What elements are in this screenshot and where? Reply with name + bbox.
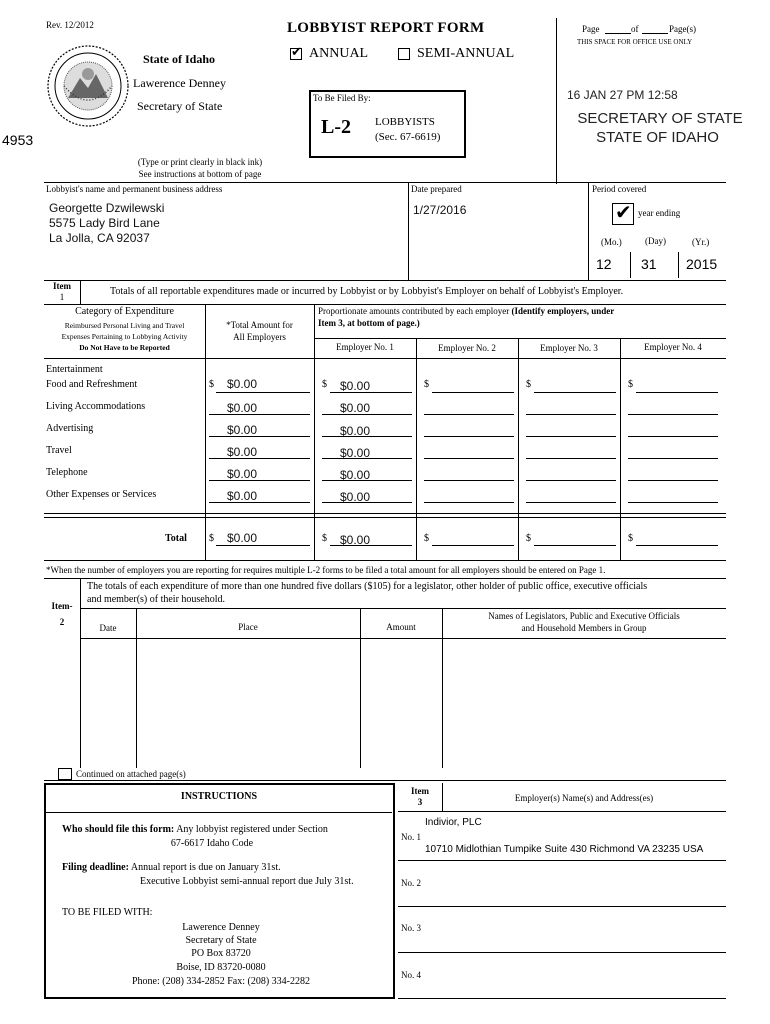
filed-with-phone: Phone: (208) 334-2852 Fax: (208) 334-2282 (131, 976, 311, 987)
stamp-line-2: STATE OF IDAHO (596, 129, 719, 146)
date-prepared-field[interactable]: 1/27/2016 (413, 203, 467, 217)
annual-checkbox[interactable] (290, 45, 302, 60)
official-title: Secretary of State (137, 99, 223, 113)
address-label: Lobbyist's name and permanent business address (46, 184, 223, 194)
form-code: L-2 (321, 116, 351, 138)
continued-checkbox[interactable] (58, 768, 72, 780)
total-header-2: All Employers (233, 332, 286, 342)
filed-with-city: Boise, ID 83720-0080 (176, 962, 266, 973)
dollar-sign: $ (424, 379, 429, 390)
proportion-line-2: Item 3, at bottom of page.) (318, 318, 420, 328)
dollar-sign: $ (628, 533, 633, 544)
row-label-advertising: Advertising (46, 423, 94, 434)
employer1-name-field[interactable]: Indivior, PLC (425, 817, 482, 828)
living-emp1-field[interactable]: $0.00 (340, 401, 371, 415)
year-label: (Yr.) (692, 237, 710, 247)
travel-emp1-field[interactable]: $0.00 (340, 446, 371, 460)
state-name: State of Idaho (143, 52, 216, 66)
employer-header-3: Employer No. 3 (540, 343, 598, 353)
row-label-food: Food and Refreshment (46, 379, 138, 390)
employer-label-3: No. 3 (401, 923, 421, 933)
lobbyist-street-field[interactable]: 5575 Lady Bird Lane (49, 216, 160, 230)
food-total-field[interactable]: $0.00 (227, 377, 258, 391)
form-title: LOBBYIST REPORT FORM (287, 20, 485, 36)
proportion-text: Proportionate amounts contributed by each employer (318, 306, 510, 316)
deadline-text-2: Executive Lobbyist semi-annual report due July 31st. (140, 876, 354, 887)
day-field[interactable]: 31 (641, 256, 657, 272)
employer-label-2: No. 2 (401, 878, 421, 888)
lobbyist-name-field[interactable]: Georgette Dzwilewski (49, 201, 165, 215)
total-emp1-field[interactable]: $0.00 (340, 533, 371, 547)
dollar-sign: $ (526, 379, 531, 390)
state-seal-icon (46, 44, 130, 128)
dollar-sign: $ (209, 533, 214, 544)
category-note-2: Expenses Pertaining to Lobbying Activity (61, 332, 188, 341)
advertising-emp1-field[interactable]: $0.00 (340, 424, 371, 438)
category-note-1: Reimbursed Personal Living and Travel (64, 321, 185, 330)
month-label: (Mo.) (601, 237, 622, 247)
item1-footnote: *When the number of employers you are reporting for requires multiple L-2 forms to be filed a total amount for all employers should be entered on Page 1. (46, 565, 606, 575)
deadline-text: Annual report is due on January 31st. (130, 862, 281, 873)
check-mark-icon: ✔ (291, 45, 302, 60)
pages-label: Page(s) (669, 24, 696, 34)
employer-header-4: Employer No. 4 (644, 342, 702, 352)
stamp-date: 16 JAN 27 PM 12:58 (567, 88, 678, 102)
who-text: Any lobbyist registered under Section (176, 824, 328, 835)
col-place: Place (238, 622, 258, 632)
who-line (62, 824, 392, 835)
item1-title: Totals of all reportable expenditures made or incurred by Lobbyist or by Lobbyist's Employer on behalf of Lobbyist's Employer. (110, 286, 624, 297)
date-prepared-label: Date prepared (411, 184, 462, 194)
col-names-2: and Household Members in Group (521, 623, 647, 633)
proportion-line-1 (318, 306, 723, 316)
dollar-sign: $ (322, 379, 327, 390)
stamp-line-1: SECRETARY OF STATE (577, 110, 743, 127)
row-label-other: Other Expenses or Services (46, 489, 157, 500)
item3-number: 3 (417, 797, 423, 807)
col-amount: Amount (386, 622, 416, 632)
item1-label: Item (53, 281, 71, 291)
ink-note-2: See instructions at bottom of page (138, 169, 262, 179)
annual-label: ANNUAL (309, 46, 369, 61)
advertising-total-field[interactable]: $0.00 (227, 423, 258, 437)
semi-annual-checkbox[interactable] (398, 48, 410, 60)
page-label: Page (582, 24, 600, 34)
filed-with-title: Secretary of State (185, 935, 257, 946)
category-note-3: Do Not Have to be Reported (79, 343, 170, 352)
other-total-field[interactable]: $0.00 (227, 489, 258, 503)
day-label: (Day) (645, 236, 666, 246)
instructions-title: INSTRUCTIONS (180, 791, 258, 802)
row-label-telephone: Telephone (46, 467, 88, 478)
telephone-emp1-field[interactable]: $0.00 (340, 468, 371, 482)
employer-label-4: No. 4 (401, 970, 421, 980)
month-field[interactable]: 12 (596, 256, 612, 272)
item2-title-1: The totals of each expenditure of more than one hundred five dollars ($105) for a legislator, other holder of public office, executive officials (87, 581, 648, 592)
item3-label: Item (411, 786, 429, 796)
year-field[interactable]: 2015 (686, 256, 718, 272)
deadline-line (62, 862, 392, 873)
year-ending-checkbox[interactable] (612, 200, 634, 225)
filed-with-pobox: PO Box 83720 (191, 948, 251, 959)
employer-header-2: Employer No. 2 (438, 343, 496, 353)
col-names-1: Names of Legislators, Public and Executive Officials (488, 611, 680, 621)
proportion-bold-text: (Identify employers, under (511, 306, 615, 316)
office-use-label: THIS SPACE FOR OFFICE USE ONLY (577, 38, 693, 46)
employer-label-1: No. 1 (401, 832, 421, 842)
food-emp1-field[interactable]: $0.00 (340, 379, 371, 393)
check-mark-icon: ✔ (615, 200, 632, 224)
official-name: Lawerence Denney (133, 76, 226, 90)
ink-note-1: (Type or print clearly in black ink) (137, 157, 263, 167)
who-bold: Who should file this form: (62, 824, 175, 835)
semi-annual-label: SEMI-ANNUAL (417, 46, 515, 61)
row-label-top: Entertainment (46, 364, 103, 375)
total-total-field[interactable]: $0.00 (227, 531, 258, 545)
who-text-2: 67-6617 Idaho Code (170, 838, 254, 849)
dollar-sign: $ (526, 533, 531, 544)
row-label-living: Living Accommodations (46, 401, 146, 412)
dollar-sign: $ (424, 533, 429, 544)
lobbyist-city-field[interactable]: La Jolla, CA 92037 (49, 231, 150, 245)
telephone-total-field[interactable]: $0.00 (227, 467, 258, 481)
travel-total-field[interactable]: $0.00 (227, 445, 258, 459)
filed-with-name: Lawerence Denney (182, 922, 260, 933)
filed-by-box (309, 90, 466, 158)
col-date: Date (99, 623, 117, 633)
dollar-sign: $ (209, 379, 214, 390)
period-label: Period covered (592, 184, 647, 194)
item2-label: Item- (51, 601, 73, 611)
side-number: 4953 (2, 132, 34, 148)
employer1-address-field[interactable]: 10710 Midlothian Tumpike Suite 430 Richmond VA 23235 USA (425, 844, 704, 855)
item1-number: 1 (59, 292, 65, 302)
item2-title-2: and member(s) of their household. (87, 594, 226, 605)
living-total-field[interactable]: $0.00 (227, 401, 258, 415)
item2-number: 2 (59, 617, 65, 627)
other-emp1-field[interactable]: $0.00 (340, 490, 371, 504)
continued-label: Continued on attached page(s) (76, 769, 186, 779)
revision-label: Rev. 12/2012 (46, 20, 94, 30)
form-kind: LOBBYISTS (375, 116, 435, 128)
filed-with-label: TO BE FILED WITH: (62, 907, 153, 918)
row-label-travel: Travel (46, 445, 72, 456)
year-ending-label: year ending (638, 208, 681, 218)
filed-by-label: To Be Filed By: (313, 93, 371, 103)
category-header: Category of Expenditure (75, 306, 174, 317)
dollar-sign: $ (628, 379, 633, 390)
dollar-sign: $ (322, 533, 327, 544)
total-row-label: Total (165, 533, 187, 544)
of-label: of (631, 24, 639, 34)
total-header-1: *Total Amount for (226, 320, 293, 330)
employer-header-1: Employer No. 1 (336, 342, 394, 352)
instructions-box (44, 783, 395, 999)
form-section: (Sec. 67-6619) (375, 131, 441, 143)
deadline-bold: Filing deadline: (62, 862, 129, 873)
item3-header: Employer(s) Name(s) and Address(es) (514, 793, 654, 803)
